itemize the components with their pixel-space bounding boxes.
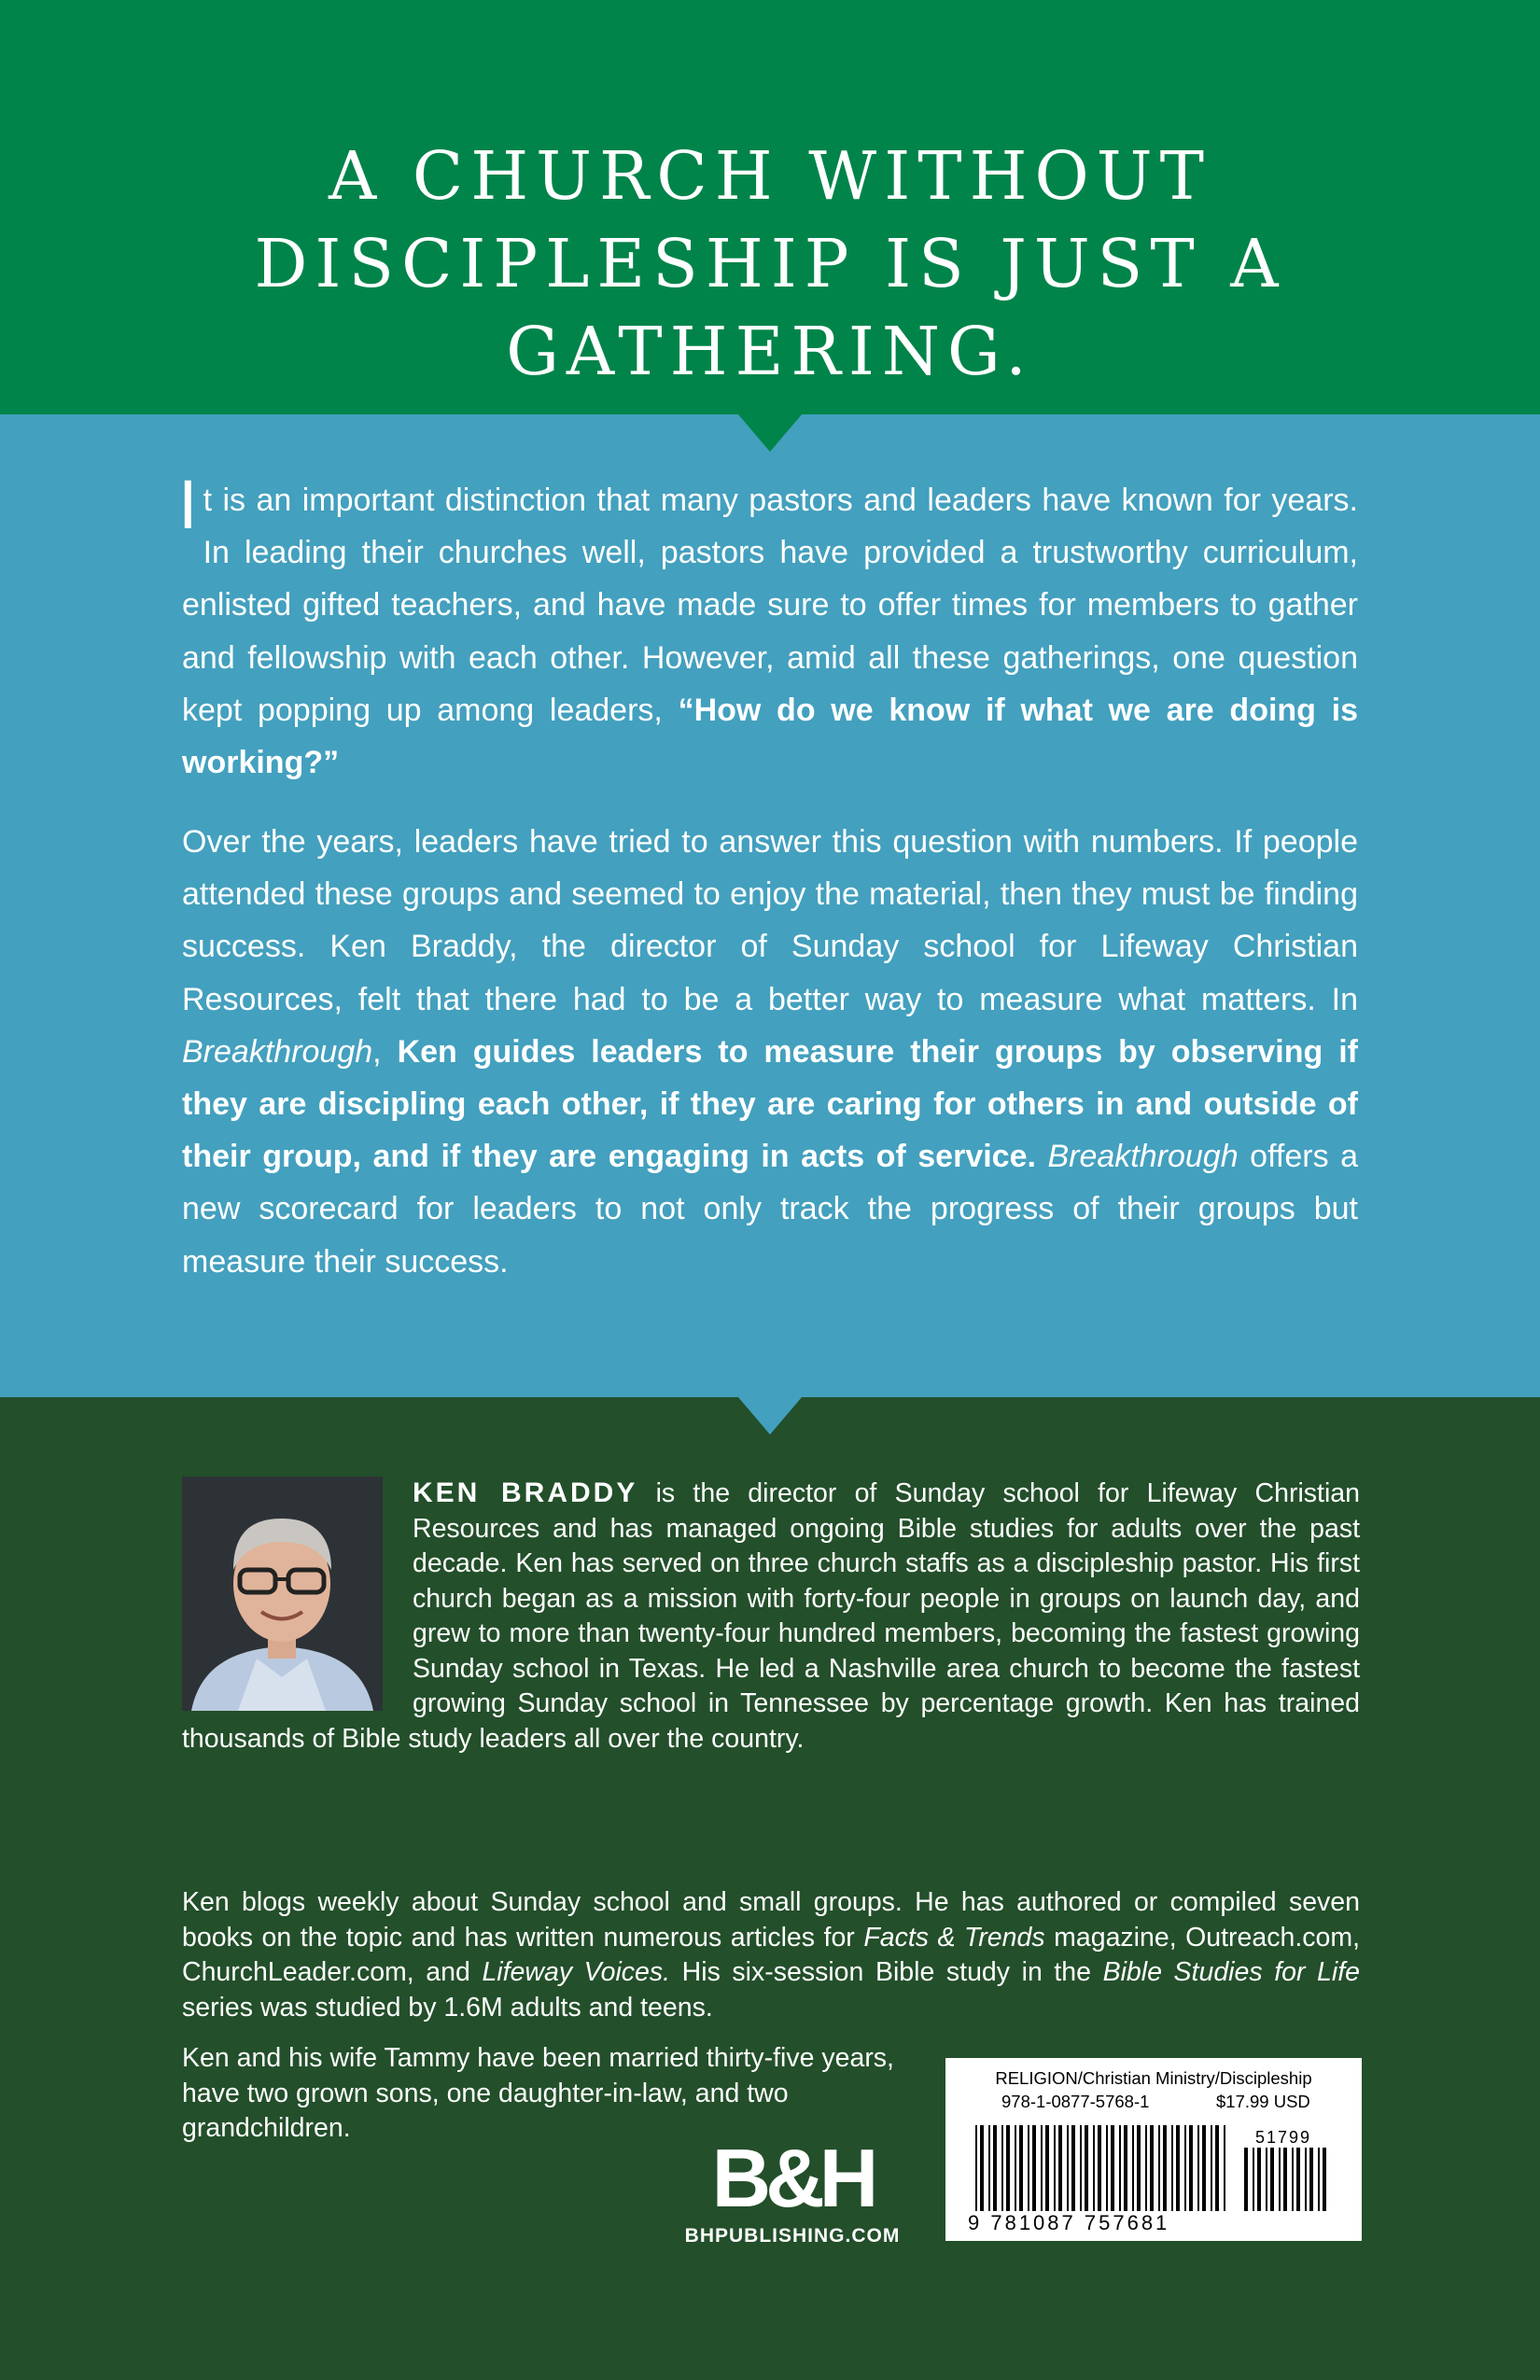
paragraph-text: t is an important distinction that many pastors and leaders have known for years. In leading their churches well, pastors have provided a trustworthy curriculum, enlisted gifted teachers, and have made sure to offer times for members to gather and fellowship with each other. However, amid all these gatherings, one question kept popping up among leaders, <box>182 483 1358 728</box>
author-publications <box>182 1885 1360 2025</box>
description-paragraph-1 <box>178 466 1359 789</box>
isbn: 978-1-0877-5768-1 <box>1001 2092 1150 2111</box>
bisac-category: RELIGION/Christian Ministry/Discipleship <box>995 2068 1312 2088</box>
author-photo <box>182 1477 383 1711</box>
book-title: Breakthrough <box>182 1033 373 1070</box>
price: $17.99 USD <box>1216 2092 1310 2111</box>
bio-text: Ken blogs weekly about Sunday school and small groups. He has authored or compiled seven books on the topic and has written numerous articles for <box>182 1887 1360 1953</box>
band-pointer <box>738 1397 802 1435</box>
key-question: “How do we know if what we are doing is working?” <box>182 692 1359 781</box>
publisher-logo <box>671 2132 914 2247</box>
headline-line: A CHURCH WITHOUT <box>329 137 1211 215</box>
isbn-barcode <box>975 2125 1227 2211</box>
publisher-url: BHPUBLISHING.COM <box>684 2225 901 2247</box>
band-pointer <box>738 414 802 452</box>
author-name: KEN BRADDY <box>413 1477 638 1508</box>
paragraph-text: offers a new scorecard for leaders to not only track the progress of their groups but measure their success. <box>182 1139 1359 1280</box>
drop-cap: I <box>178 466 198 543</box>
bold-summary: Ken guides leaders to measure their groups by observing if they are discipling each other, if they are caring for others in and outside of their group, and if they are engaging in acts of service. <box>182 1033 1358 1175</box>
series-title: Bible Studies for Life <box>1102 1957 1360 1987</box>
barcode-box <box>945 2058 1362 2241</box>
bio-text: magazine, Outreach.com, ChurchLeader.com, and <box>182 1922 1361 1987</box>
book-title: Breakthrough <box>1047 1139 1239 1175</box>
price-addon-code: 51799 <box>1255 2128 1312 2147</box>
headline-line: GATHERING. <box>506 313 1034 390</box>
author-bio <box>182 1476 1360 1757</box>
paragraph-text: Over the years, leaders have tried to answer this question with numbers. If people attended these groups and seemed to enjoy the material, then they must be finding success. Ken Braddy, the director of Sunday school for Lifeway Christian Resources, felt that there had to be a better way to measure what matters. In <box>182 824 1358 1017</box>
author-family <box>182 2041 901 2147</box>
publication-title: Facts & Trends <box>863 1922 1045 1953</box>
barcode-digits: 9 781087 757681 <box>968 2211 1170 2234</box>
headline <box>0 133 1540 396</box>
bio-text: His six-session Bible study in the <box>681 1957 1091 1987</box>
bio-text: Ken and his wife Tammy have been married thirty-five years, have two grown sons, one daughter-in-law, and two grandchildren. <box>182 2043 894 2143</box>
publication-title: Lifeway Voices. <box>482 1957 671 1987</box>
price-barcode <box>1244 2148 1328 2211</box>
headline-line: DISCIPLESHIP IS JUST A <box>254 225 1286 302</box>
bio-text: series was studied by 1.6M adults and teens. <box>182 1992 713 2023</box>
bio-text: is the director of Sunday school for Lifeway Christian Resources and has managed ongoing Bible studies for adults over the past decade. Ken has served on three church staffs as a discipleship pastor. His first church began as a mission with forty-four people in groups on launch day, and grew to more than twenty-four hundred members, becoming the fastest growing Sunday school in Texas. He led a Nashville area church to become the fastest growing Sunday school in Tennessee by percentage growth. Ken has trained thousands of Bible study leaders all over the country. <box>182 1478 1360 1754</box>
logo-mark: B&H <box>711 2132 874 2224</box>
description-paragraph-2: Over the years, leaders have tried to answer this question with numbers. If people attended these groups and seemed to enjoy the material, then they must be finding success. Ken Braddy, the director of Sunday school for Lifeway Christian Resources, felt that there had to be a better way to measure what matters. In Breakthrough, Ken guides leaders to measure their groups by observing if they are discipling each other, if they are caring for others in and outside of their group, and if they are engaging in acts of service. Breakthrough offers a new scorecard for leaders to not only track the progress of their groups but measure their success. <box>182 824 1359 1280</box>
